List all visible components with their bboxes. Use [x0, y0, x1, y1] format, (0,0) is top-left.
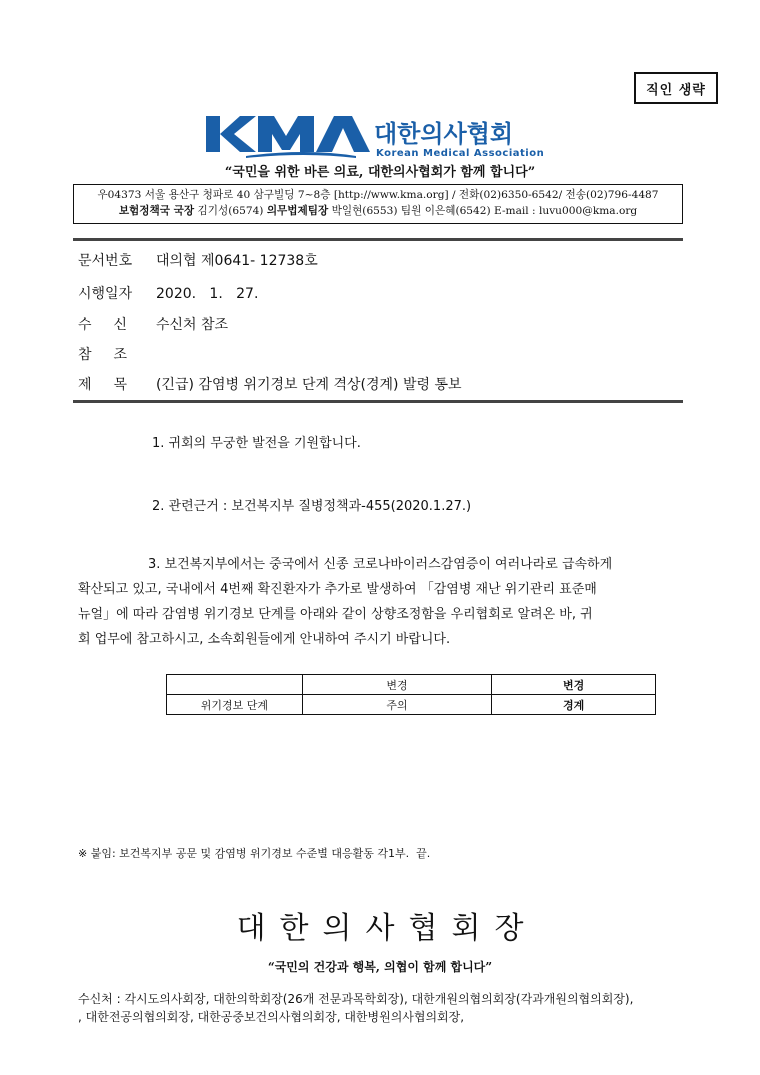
subject-value: (긴급) 감염병 위기경보 단계 격상(경계) 발령 통보 — [156, 377, 462, 393]
date-value: 2020. 1. 27. — [156, 286, 259, 302]
body-item-2: 2. 관련근거 : 보건복지부 질병정책과-455(2020.1.27.) — [152, 499, 472, 514]
attachment-note: ※ 붙임: 보건복지부 공문 및 감염병 위기경보 수준별 대응활동 각1부. 끝. — [78, 847, 431, 860]
table-header-cell — [167, 675, 303, 695]
recipient-row — [78, 314, 228, 334]
seal-omitted-box: 직인 생략 — [634, 72, 718, 104]
contact-rest: 박일현(6553) 팀원 이은혜(6542) E-mail : luvu000@kma.org — [331, 205, 638, 217]
slogan-bottom: “국민의 건강과 행복, 의협이 함께 합니다” — [267, 960, 493, 974]
contact-name-1: 김기성(6574) — [197, 205, 264, 217]
address-line-2 — [74, 203, 682, 219]
body-item-3-line: 확산되고 있고, 국내에서 4번째 확진환자가 추가로 발생하여 「감염병 재난 위기관리 표준매 — [78, 582, 597, 597]
body-item-3-line: 3. 보건복지부에서는 중국에서 신종 코로나바이러스감염증이 여러나라로 급속하게 — [148, 557, 613, 572]
table-row — [167, 695, 656, 715]
header-rule-bottom — [73, 400, 683, 403]
slogan-top: “국민을 위한 바른 의료, 대한의사협회가 함께 합니다” — [224, 165, 536, 180]
recipient-list — [78, 990, 633, 1026]
recipient-list-line: 수신처 : 각시도의사회장, 대한의학회장(26개 전문과목학회장), 대한개원의협의회장(각과개원의협의회장), — [78, 992, 634, 1006]
body-item-3 — [78, 552, 688, 652]
kma-logo — [206, 112, 566, 160]
doc-number-label: 문서번호 — [78, 253, 133, 269]
address-box — [73, 184, 683, 224]
doc-number-row — [78, 250, 318, 270]
date-row — [78, 283, 258, 303]
table-cell: 경계 — [492, 695, 656, 715]
header-rule-top — [73, 238, 683, 241]
contact-role-1: 보험정책국 국장 — [118, 205, 195, 217]
table-cell: 주의 — [302, 695, 492, 715]
body-item-3-line: 뉴얼」에 따라 감염병 위기경보 단계를 아래와 같이 상향조정함을 우리협회로 알려온 바, 귀 — [78, 607, 593, 622]
table-header-row — [167, 675, 656, 695]
subject-label: 제목 — [78, 377, 150, 393]
recipient-list-line: , 대한전공의협의회장, 대한공중보건의사협의회장, 대한병원의사협의회장, — [78, 1010, 465, 1024]
contact-role-2: 의무법제팀장 — [266, 205, 329, 217]
table-header-cell: 변경 — [302, 675, 492, 695]
body-item-3-line: 회 업무에 참고하시고, 소속회원들에게 안내하여 주시기 바랍니다. — [78, 632, 451, 647]
table-header-cell: 변경 — [492, 675, 656, 695]
reference-row — [78, 344, 156, 364]
table-cell: 위기경보 단계 — [167, 695, 303, 715]
body-item-1: 1. 귀회의 무궁한 발전을 기원합니다. — [152, 436, 361, 451]
recipient-label: 수신 — [78, 317, 150, 333]
reference-label: 참조 — [78, 347, 150, 363]
date-label: 시행일자 — [78, 286, 133, 302]
address-line-1: 우04373 서울 용산구 청파로 40 삼구빌딩 7~8층 [http://www.kma.org] / 전화(02)6350-6542/ 전송(02)796-4487 — [97, 189, 659, 201]
doc-number-value: 대의협 제0641- 12738호 — [156, 253, 318, 269]
recipient-value: 수신처 참조 — [156, 317, 229, 333]
issuer-title: 대한의사협회장 — [236, 911, 538, 946]
kma-name-ko: 대한의사협회 — [374, 120, 514, 148]
alert-level-table — [166, 674, 656, 715]
kma-logo-graphic — [206, 112, 566, 160]
subject-row — [78, 374, 462, 394]
kma-name-en: Korean Medical Association — [376, 148, 545, 159]
